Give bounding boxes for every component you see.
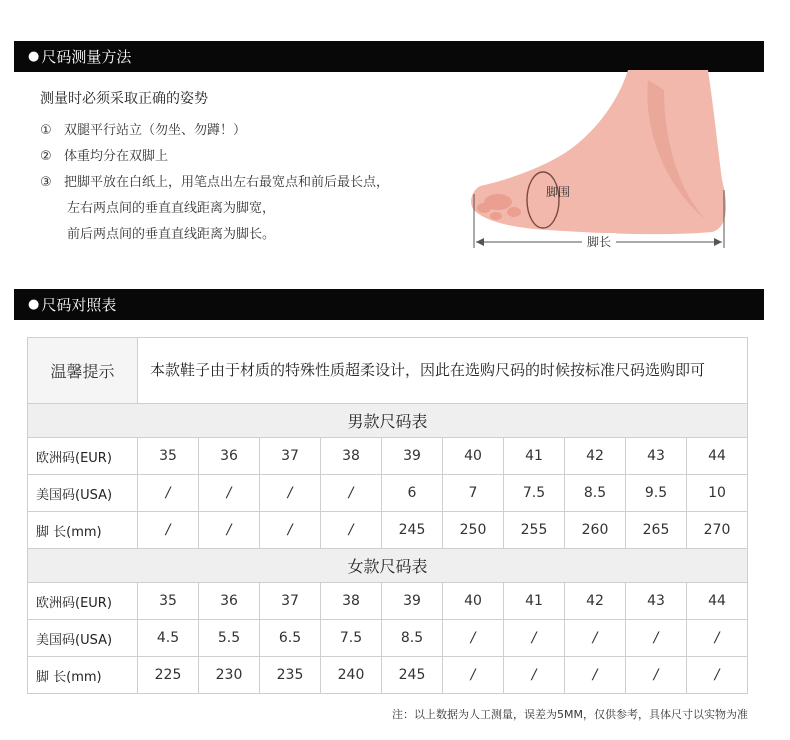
section-bar-size-chart bbox=[14, 289, 764, 320]
table-cell: 40 bbox=[443, 583, 504, 620]
table-cell: / bbox=[199, 512, 260, 549]
length-label: 脚长 bbox=[586, 235, 612, 249]
table-cell: / bbox=[321, 475, 382, 512]
arrowhead-right-icon bbox=[714, 238, 722, 246]
table-cell: 43 bbox=[626, 583, 687, 620]
table-cell: 42 bbox=[565, 583, 626, 620]
table-cell: / bbox=[565, 657, 626, 694]
tip-text: 本款鞋子由于材质的特殊性质超柔设计，因此在选购尺码的时候按标准尺码选购即可 bbox=[138, 338, 748, 404]
women-table-title: 女款尺码表 bbox=[28, 549, 748, 583]
toe bbox=[490, 212, 502, 220]
table-cell: 270 bbox=[687, 512, 748, 549]
table-cell: 225 bbox=[138, 657, 199, 694]
bullet-icon: ● bbox=[28, 297, 40, 312]
table-cell: 41 bbox=[504, 583, 565, 620]
table-cell: / bbox=[199, 475, 260, 512]
table-cell: / bbox=[687, 657, 748, 694]
table-cell: 245 bbox=[382, 512, 443, 549]
table-cell: 35 bbox=[138, 583, 199, 620]
table-cell: 245 bbox=[382, 657, 443, 694]
table-cell: / bbox=[138, 475, 199, 512]
step-number: ③ bbox=[40, 175, 52, 190]
section-title-size-chart: 尺码对照表 bbox=[41, 296, 117, 314]
table-cell: / bbox=[260, 475, 321, 512]
measure-step-3 bbox=[40, 170, 460, 196]
table-row bbox=[28, 438, 748, 475]
table-cell: 36 bbox=[199, 438, 260, 475]
table-cell: 9.5 bbox=[626, 475, 687, 512]
step-text: 体重均分在双脚上 bbox=[64, 149, 169, 164]
row-label: 欧洲码(EUR) bbox=[28, 583, 138, 620]
table-cell: 38 bbox=[321, 438, 382, 475]
arrowhead-left-icon bbox=[476, 238, 484, 246]
table-cell: 5.5 bbox=[199, 620, 260, 657]
table-cell: 41 bbox=[504, 438, 565, 475]
row-label: 美国码(USA) bbox=[28, 475, 138, 512]
table-cell: 37 bbox=[260, 438, 321, 475]
table-cell: 8.5 bbox=[565, 475, 626, 512]
table-cell: 39 bbox=[382, 438, 443, 475]
girth-label: 脚围 bbox=[545, 185, 571, 199]
table-cell: / bbox=[443, 620, 504, 657]
table-cell: 6 bbox=[382, 475, 443, 512]
table-cell: 44 bbox=[687, 438, 748, 475]
table-cell: 255 bbox=[504, 512, 565, 549]
table-cell: 44 bbox=[687, 583, 748, 620]
table-cell: 42 bbox=[565, 438, 626, 475]
table-cell: 7.5 bbox=[321, 620, 382, 657]
table-cell: 43 bbox=[626, 438, 687, 475]
row-label: 脚 长(mm) bbox=[28, 512, 138, 549]
table-cell: / bbox=[321, 512, 382, 549]
row-label: 美国码(USA) bbox=[28, 620, 138, 657]
table-cell: 250 bbox=[443, 512, 504, 549]
toe bbox=[507, 207, 521, 217]
measure-title: 测量时必须采取正确的姿势 bbox=[40, 91, 208, 107]
table-cell: 40 bbox=[443, 438, 504, 475]
footnote: 注：以上数据为人工测量，误差为5MM，仅供参考，具体尺寸以实物为准 bbox=[392, 708, 748, 721]
size-chart-table bbox=[27, 337, 748, 694]
toe bbox=[477, 203, 491, 213]
table-cell: 235 bbox=[260, 657, 321, 694]
table-cell: / bbox=[565, 620, 626, 657]
table-cell: 36 bbox=[199, 583, 260, 620]
step-text: 把脚平放在白纸上，用笔点出左右最宽点和前后最长点， bbox=[64, 175, 390, 190]
table-cell: / bbox=[504, 657, 565, 694]
table-cell: 230 bbox=[199, 657, 260, 694]
tip-label: 温馨提示 bbox=[28, 338, 138, 404]
measure-step-1 bbox=[40, 118, 460, 144]
foot-illustration bbox=[468, 70, 730, 260]
table-cell: / bbox=[443, 657, 504, 694]
section-title-measure: 尺码测量方法 bbox=[41, 48, 132, 66]
measure-step-3-line-2: 左右两点间的垂直直线距离为脚宽， bbox=[67, 201, 276, 216]
table-cell: / bbox=[687, 620, 748, 657]
bullet-icon: ● bbox=[28, 49, 40, 64]
table-cell: 6.5 bbox=[260, 620, 321, 657]
table-row bbox=[28, 583, 748, 620]
table-cell: 8.5 bbox=[382, 620, 443, 657]
table-cell: / bbox=[260, 512, 321, 549]
measure-step-3-line-3: 前后两点间的垂直直线距离为脚长。 bbox=[67, 227, 276, 242]
table-row bbox=[28, 475, 748, 512]
table-cell: 7.5 bbox=[504, 475, 565, 512]
table-row bbox=[28, 512, 748, 549]
step-text: 双腿平行站立（勿坐、勿蹲！） bbox=[64, 123, 247, 138]
table-cell: 265 bbox=[626, 512, 687, 549]
men-table-title: 男款尺码表 bbox=[28, 404, 748, 438]
tip-row bbox=[28, 338, 748, 404]
measure-step-2 bbox=[40, 144, 460, 170]
table-cell: 260 bbox=[565, 512, 626, 549]
row-label: 脚 长(mm) bbox=[28, 657, 138, 694]
table-cell: / bbox=[504, 620, 565, 657]
women-title-row bbox=[28, 549, 748, 583]
table-cell: 37 bbox=[260, 583, 321, 620]
table-cell: 38 bbox=[321, 583, 382, 620]
table-cell: 10 bbox=[687, 475, 748, 512]
measure-instructions bbox=[40, 88, 460, 248]
table-cell: 4.5 bbox=[138, 620, 199, 657]
table-row bbox=[28, 620, 748, 657]
table-row bbox=[28, 657, 748, 694]
step-number: ② bbox=[40, 149, 52, 164]
step-number: ① bbox=[40, 123, 52, 138]
table-cell: / bbox=[626, 657, 687, 694]
section-bar-measure bbox=[14, 41, 764, 72]
table-cell: 240 bbox=[321, 657, 382, 694]
table-cell: 7 bbox=[443, 475, 504, 512]
table-cell: / bbox=[626, 620, 687, 657]
row-label: 欧洲码(EUR) bbox=[28, 438, 138, 475]
men-title-row bbox=[28, 404, 748, 438]
table-cell: / bbox=[138, 512, 199, 549]
table-cell: 39 bbox=[382, 583, 443, 620]
table-cell: 35 bbox=[138, 438, 199, 475]
